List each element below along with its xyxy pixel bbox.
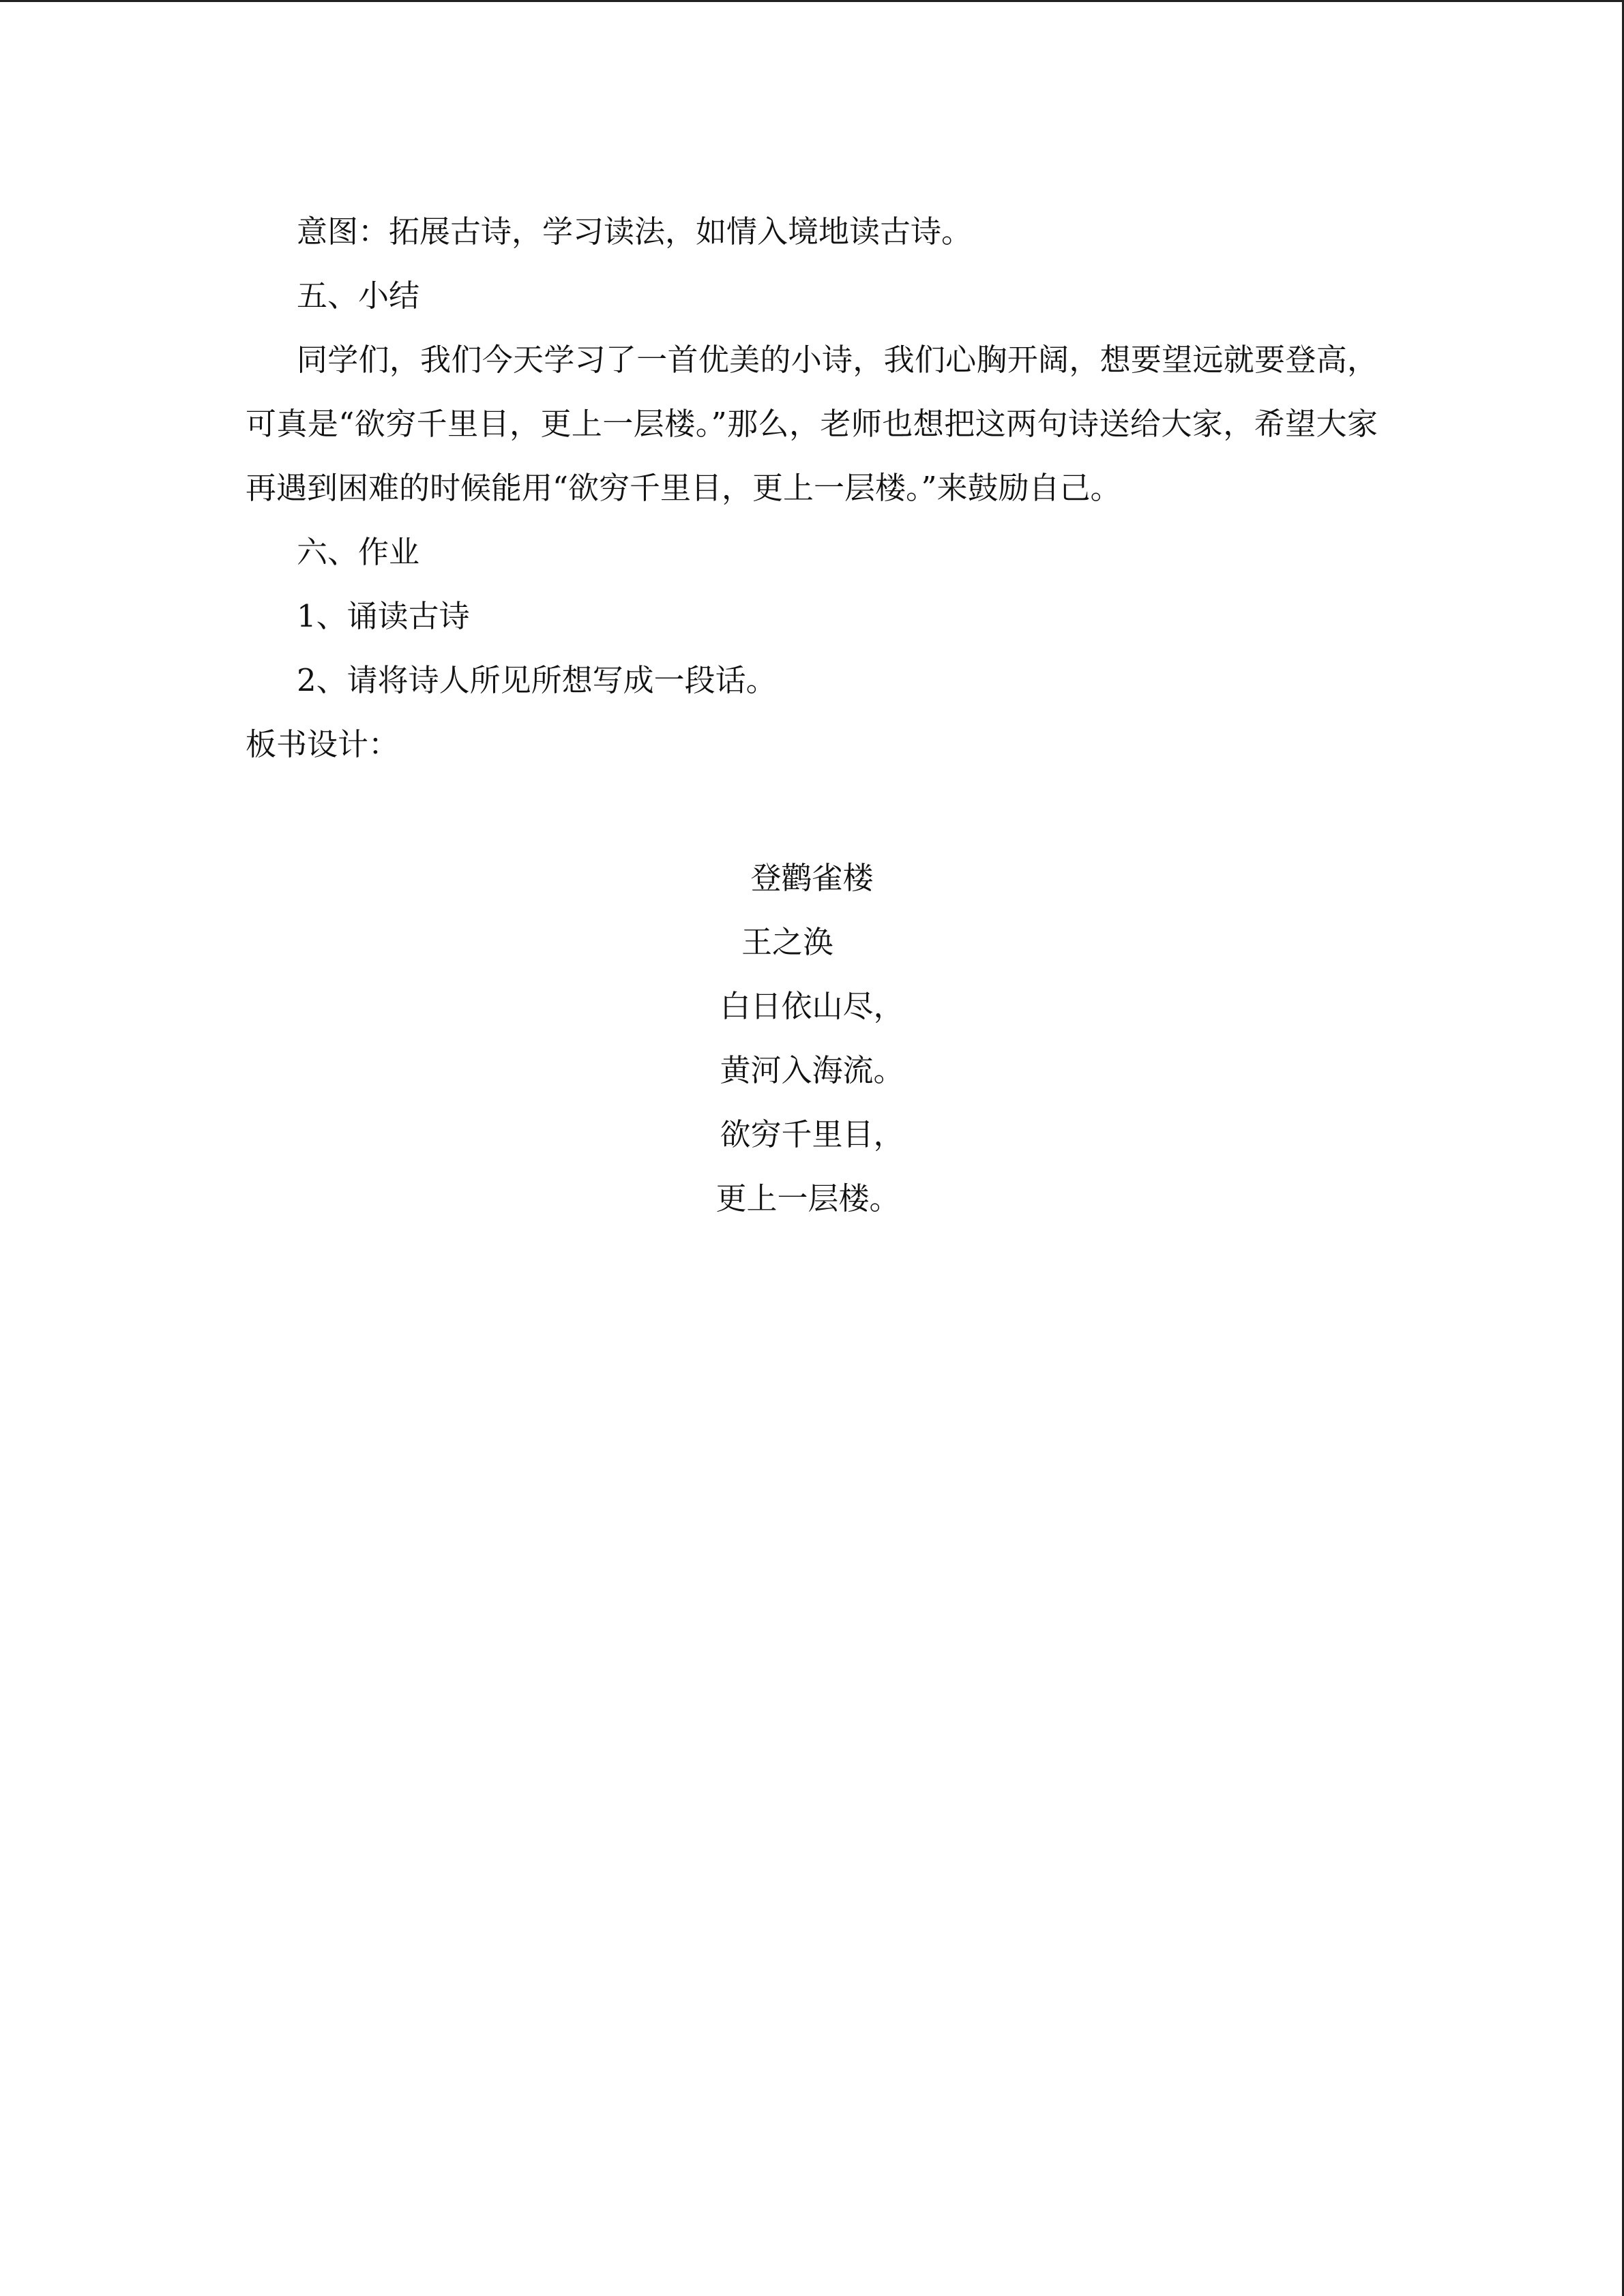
poem-author: 王之涣 [741, 924, 833, 960]
poem-line-2: 黄河入海流。 [720, 1052, 904, 1088]
poem-title: 登鹳雀楼 [750, 860, 874, 896]
homework-item-2: 2、请将诗人所见所想写成一段话。 [297, 662, 777, 698]
section-heading-homework: 六、作业 [297, 534, 420, 570]
poem-line-3: 欲穷千里目， [720, 1116, 904, 1152]
board-design [0, 846, 1624, 1231]
board-design-label: 板书设计： [246, 726, 400, 762]
intent-text: 意图：拓展古诗，学习读法，如情入境地读古诗。 [297, 213, 973, 250]
document-body [246, 200, 1385, 777]
summary-paragraph: 同学们，我们今天学习了一首优美的小诗，我们心胸开阔，想要望远就要登高，可真是“欲穷千里目，更上一层楼。”那么，老师也想把这两句诗送给大家，希望大家再遇到困难的时候能用“欲穷千里目，更上一层楼。”来鼓励自己。 [246, 342, 1378, 506]
poem-line-4: 更上一层楼。 [715, 1180, 900, 1217]
homework-item-1: 1、诵读古诗 [297, 598, 470, 634]
section-heading-summary: 五、小结 [297, 278, 420, 314]
poem-line-1: 白日依山尽， [720, 988, 904, 1024]
